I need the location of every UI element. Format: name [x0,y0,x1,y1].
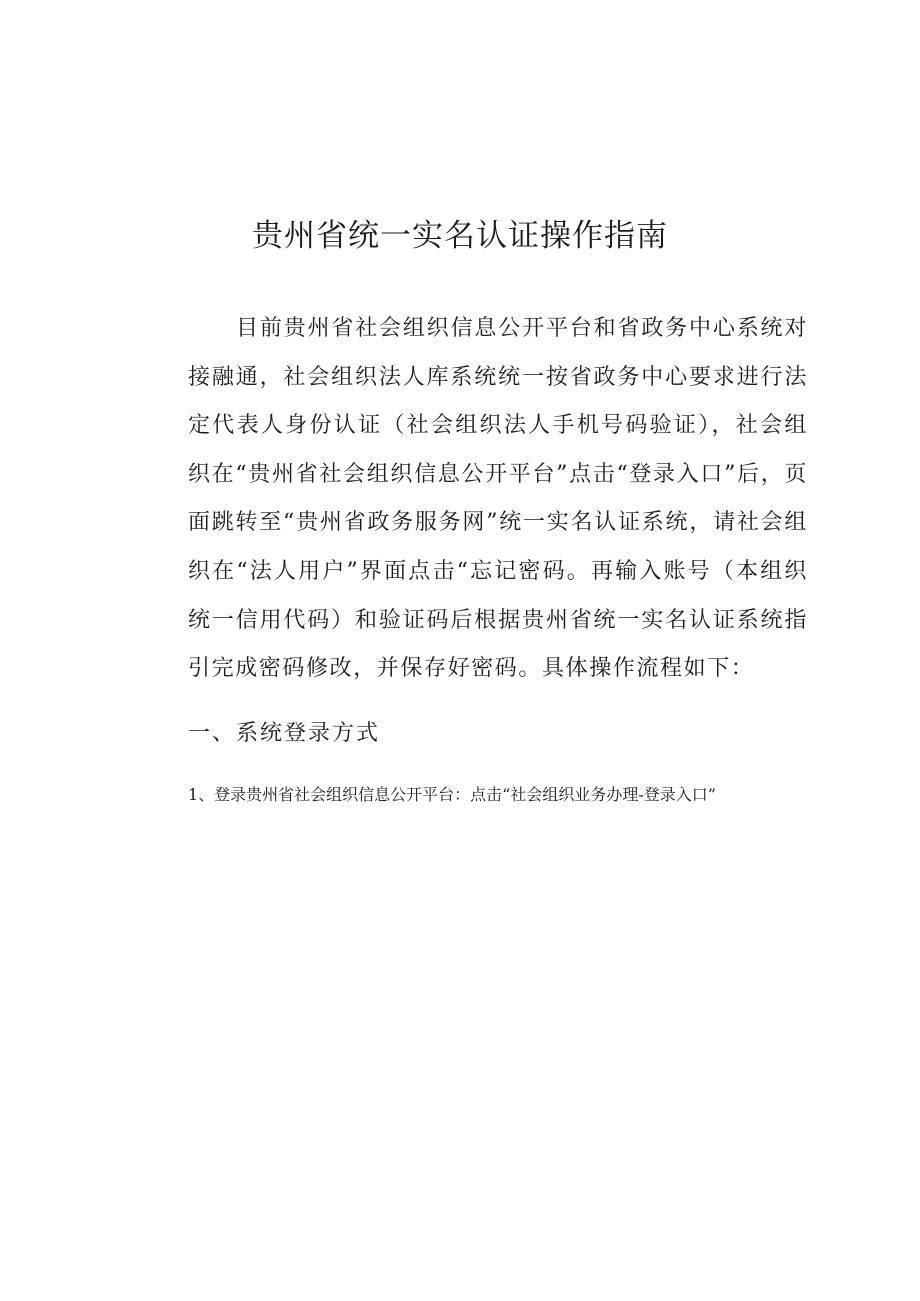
step-1-text: 1、登录贵州省社会组织信息公开平台：点击“社会组织业务办理-登录入口” [188,785,716,804]
section-heading: 一、系统登录方式 [188,721,381,746]
intro-paragraph: 目前贵州省社会组织信息公开平台和省政务中心系统对接融通，社会组织法人库系统统一按省政务中心要求进行法定代表人身份认证（社会组织法人手机号码验证），社会组织在“贵州省社会组织信息公开平台”点击“登录入口”后，页面跳转至“贵州省政务服务网”统一实名认证系统，请社会组织在“法人用户”界面点击“忘记密码。再输入账号（本组织统一信用代码）和验证码后根据贵州省统一实名认证系统指引完成密码修改，并保存好密码。具体操作流程如下： [188,316,808,682]
document-title: 贵州省统一实名认证操作指南 [252,218,668,254]
